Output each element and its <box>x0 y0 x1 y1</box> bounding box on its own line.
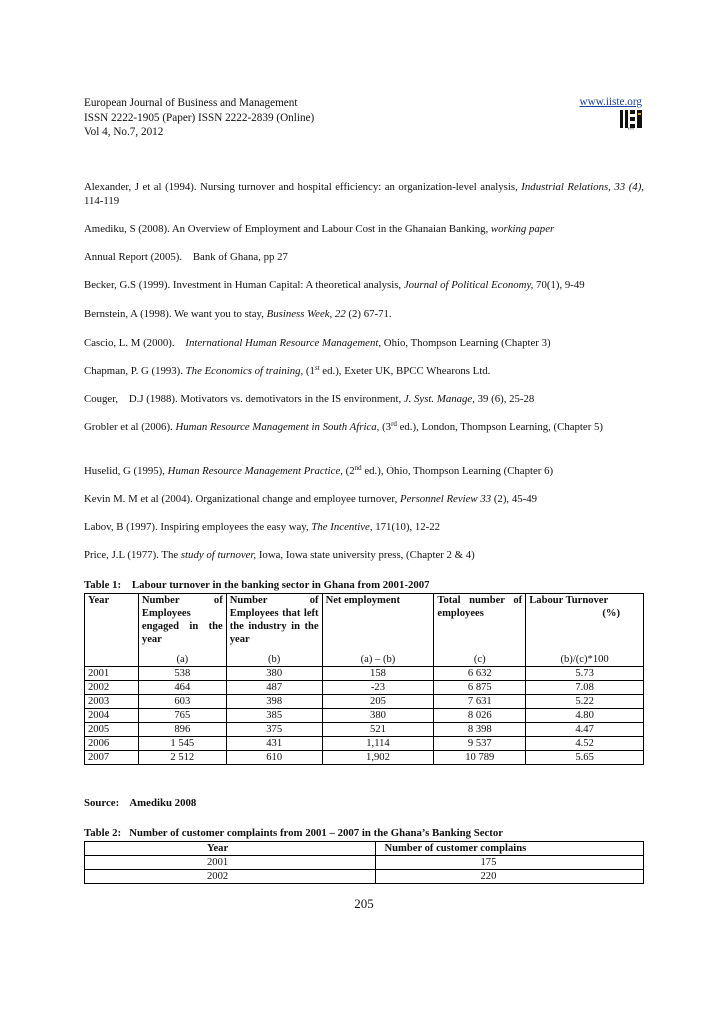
table-row <box>85 856 644 870</box>
ref-text: Couger, D.J (1988). Motivators vs. demotivators in the IS environment, <box>84 393 404 405</box>
ref-text: 70(1), 9-49 <box>533 279 585 291</box>
logo-text: IISTE <box>627 127 635 130</box>
ref-superscript: st <box>314 364 320 372</box>
ref-text: , Ohio, Thompson Learning (Chapter 3) <box>378 337 551 349</box>
table-cell: 2001 <box>85 667 139 681</box>
ref-text: Huselid, G (1995), <box>84 465 168 477</box>
table-cell: 1,902 <box>322 751 434 765</box>
table-cell: 175 <box>376 856 644 870</box>
ref-text: , 171(10), 12-22 <box>369 521 441 533</box>
table-cell: 2001 <box>85 856 376 870</box>
ref-superscript: nd <box>354 464 362 472</box>
table-cell: 8 026 <box>434 709 526 723</box>
reference-item <box>84 548 644 562</box>
table-cell: 7.08 <box>526 681 644 695</box>
ref-text: Cascio, L. M (2000). <box>84 337 186 349</box>
journal-issn: ISSN 2222-1905 (Paper) ISSN 2222-2839 (Online) <box>84 111 315 124</box>
turnover-label: Labour Turnover <box>529 595 609 606</box>
reference-item <box>84 250 644 264</box>
ref-text: 114-119 <box>84 195 120 207</box>
table-formula-row <box>85 646 644 667</box>
table-cell: 2003 <box>85 695 139 709</box>
formula-cell: (a) <box>138 646 226 667</box>
table-cell: 375 <box>226 723 322 737</box>
ref-source: International Human Resource Management <box>185 337 379 349</box>
formula-cell <box>85 646 139 667</box>
reference-item <box>84 307 644 321</box>
table1-source: Source: Amediku 2008 <box>84 797 197 809</box>
table-cell: 5.65 <box>526 751 644 765</box>
table-cell: 9 537 <box>434 737 526 751</box>
ref-source: The Economics of training, <box>185 365 304 377</box>
table-cell: 2002 <box>85 870 376 884</box>
ref-source: Personnel Review 33 <box>399 493 492 505</box>
ref-superscript: rd <box>391 420 397 428</box>
table-cell: 2002 <box>85 681 139 695</box>
ref-text: Price, J.L (1977). The <box>84 549 181 561</box>
ref-text: 39 (6), 25-28 <box>474 393 535 405</box>
ref-text: ed.), Exeter UK, BPCC Whearons Ltd. <box>319 365 491 377</box>
table-row <box>85 723 644 737</box>
table-row <box>85 695 644 709</box>
table-cell: 398 <box>226 695 322 709</box>
ref-text: Amediku, S (2008). An Overview of Employment and Labour Cost in the Ghanaian Banking <box>84 223 486 235</box>
ref-text: ed.), London, Thompson Learning, (Chapter 5) <box>396 421 604 433</box>
ref-text: ed.), Ohio, Thompson Learning (Chapter 6) <box>361 465 554 477</box>
ref-source: The Incentive <box>311 521 370 533</box>
journal-header <box>84 96 314 140</box>
table-cell: 2004 <box>85 709 139 723</box>
journal-url-link[interactable]: www.iiste.org <box>579 96 642 108</box>
ref-text: Alexander, J et al (1994). Nursing turnover and hospital efficiency: an organization-level analysis, <box>84 181 522 193</box>
table-row <box>85 870 644 884</box>
table-cell: 10 789 <box>434 751 526 765</box>
table-cell: 205 <box>322 695 434 709</box>
table-cell: 158 <box>322 667 434 681</box>
table-cell: 603 <box>138 695 226 709</box>
table-row <box>85 709 644 723</box>
table-cell: 538 <box>138 667 226 681</box>
table-cell: 4.52 <box>526 737 644 751</box>
table-cell: 4.47 <box>526 723 644 737</box>
table-row <box>85 667 644 681</box>
col-header-total-employees: Total number of employees <box>434 594 526 647</box>
turnover-pct: (%) <box>602 608 620 619</box>
ref-text: (2), 45-49 <box>491 493 538 505</box>
col-header-employees-engaged: Number of Employees engaged in the year <box>138 594 226 647</box>
ref-source: study of turnover, <box>180 549 257 561</box>
ref-source: J. Syst. Manage, <box>403 393 475 405</box>
table-cell: 431 <box>226 737 322 751</box>
reference-item <box>84 492 644 506</box>
ref-text: Chapman, P. G (1993). <box>84 365 186 377</box>
table-row <box>85 737 644 751</box>
ref-source: Industrial Relations, 33 (4), <box>521 181 644 193</box>
ref-text: Labov, B (1997). Inspiring employees the easy way, <box>84 521 312 533</box>
formula-cell: (b) <box>226 646 322 667</box>
col-header-year: Year <box>85 842 376 856</box>
table-header-row <box>85 842 644 856</box>
reference-item <box>84 392 644 406</box>
table-cell: 380 <box>226 667 322 681</box>
table-cell: 521 <box>322 723 434 737</box>
table1-caption: Table 1: Labour turnover in the banking sector in Ghana from 2001-2007 <box>84 579 430 591</box>
table-cell: 8 398 <box>434 723 526 737</box>
table-cell: 1 545 <box>138 737 226 751</box>
formula-cell: (b)/(c)*100 <box>526 646 644 667</box>
reference-item <box>84 364 644 378</box>
table-cell: 2007 <box>85 751 139 765</box>
journal-title: European Journal of Business and Management <box>84 97 298 109</box>
ref-text: (2) 67-71. <box>345 308 392 320</box>
ref-source: , working paper <box>485 223 555 235</box>
table-cell: 7 631 <box>434 695 526 709</box>
ref-text: Annual Report (2005). Bank of Ghana, pp 27 <box>84 251 288 263</box>
table-cell: 487 <box>226 681 322 695</box>
table-cell: 2005 <box>85 723 139 737</box>
table-cell: 896 <box>138 723 226 737</box>
col-header-year: Year <box>85 594 139 647</box>
table-cell: 6 875 <box>434 681 526 695</box>
table-row <box>85 681 644 695</box>
col-header-complaints: Number of customer complains <box>376 842 644 856</box>
reference-item <box>84 278 644 292</box>
table-cell: -23 <box>322 681 434 695</box>
ref-source: Human Resource Management Practice, <box>167 465 343 477</box>
iiste-logo <box>619 108 643 130</box>
col-header-net-employment: Net employment <box>322 594 434 647</box>
table-header-row <box>85 594 644 647</box>
formula-cell: (a) – (b) <box>322 646 434 667</box>
ref-text: Iowa, Iowa state university press, (Chapter 2 & 4) <box>256 549 475 561</box>
col-header-employees-left: Number of Employees that left the industry in the year <box>226 594 322 647</box>
customer-complaints-table <box>84 841 644 884</box>
formula-cell: (c) <box>434 646 526 667</box>
reference-item <box>84 520 644 534</box>
reference-item <box>84 180 644 208</box>
reference-item <box>84 336 644 350</box>
table-cell: 1,114 <box>322 737 434 751</box>
table-cell: 4.80 <box>526 709 644 723</box>
table-cell: 2 512 <box>138 751 226 765</box>
table-cell: 380 <box>322 709 434 723</box>
reference-item <box>84 464 644 478</box>
table2-caption: Table 2: Number of customer complaints from 2001 – 2007 in the Ghana’s Banking Sector <box>84 827 504 839</box>
table-cell: 610 <box>226 751 322 765</box>
ref-text: (2 <box>342 465 355 477</box>
page-number: 205 <box>354 896 374 911</box>
ref-text: Grobler et al (2006). <box>84 421 176 433</box>
table-cell: 220 <box>376 870 644 884</box>
table-cell: 2006 <box>85 737 139 751</box>
reference-item <box>84 222 644 236</box>
ref-text: Becker, G.S (1999). Investment in Human Capital: A theoretical analysis, <box>84 279 404 291</box>
ref-text: Kevin M. M et al (2004). Organizational change and employee turnover, <box>84 493 400 505</box>
table-cell: 6 632 <box>434 667 526 681</box>
labour-turnover-table <box>84 593 644 765</box>
ref-source: Human Resource Management in South Africa, <box>175 421 380 433</box>
reference-item <box>84 420 644 434</box>
ref-source: Journal of Political Economy, <box>403 279 534 291</box>
ref-text: (1 <box>303 365 315 377</box>
table-cell: 5.73 <box>526 667 644 681</box>
ref-source: Business Week, 22 <box>266 308 346 320</box>
ref-text: (3 <box>379 421 392 433</box>
table-cell: 5.22 <box>526 695 644 709</box>
table-cell: 765 <box>138 709 226 723</box>
table-row <box>85 751 644 765</box>
ref-text: Bernstein, A (1998). We want you to stay, <box>84 308 267 320</box>
table-cell: 385 <box>226 709 322 723</box>
col-header-labour-turnover <box>526 594 644 647</box>
table-cell: 464 <box>138 681 226 695</box>
journal-volume: Vol 4, No.7, 2012 <box>84 126 164 138</box>
